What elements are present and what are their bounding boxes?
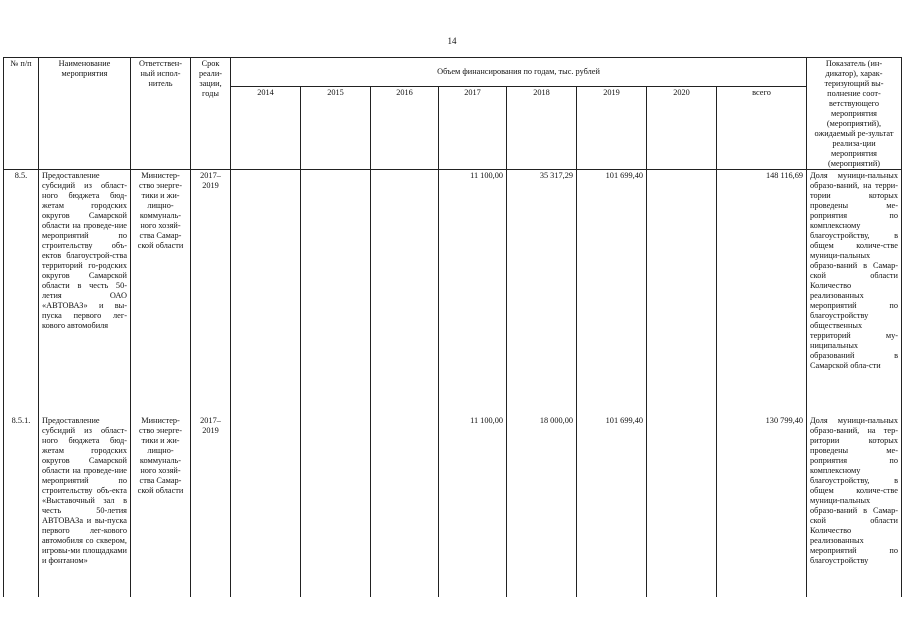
row-value-2016 bbox=[371, 170, 439, 416]
row-value-2019: 101 699,40 bbox=[577, 415, 647, 597]
header-executor: Ответствен-ный испол-нитель bbox=[131, 58, 191, 170]
row-value-2017: 11 100,00 bbox=[439, 170, 507, 416]
row-value-2015 bbox=[301, 415, 371, 597]
row-name: Предоставление субсидий из област-ного бюджета бюд-жетам городских округов Самарской области на проведе-ние мероприятий по строительству объ-екта «Выставочный зал в честь 50-летия АВТОВАЗа и вы-пуска первого лег-кового автомобиля со сквером, игровы-ми площадками и фонтаном» bbox=[39, 415, 131, 597]
row-value-2015 bbox=[301, 170, 371, 416]
row-value-total: 130 799,40 bbox=[717, 415, 807, 597]
table-row bbox=[4, 170, 902, 416]
row-value-2020 bbox=[647, 415, 717, 597]
year-2015: 2015 bbox=[301, 87, 371, 170]
header-indicator: Показатель (ин-дикатор), харак-теризующий вы-полнение соот-ветствующего мероприятия (мероприятий), ожидаемый ре-зультат реализа-ции мероприятия (мероприятий) bbox=[807, 58, 902, 170]
row-executor: Министер-ство энерге-тики и жи-лищно-коммуналь-ного хозяй-ства Самар-ской области bbox=[131, 170, 191, 416]
year-total: всего bbox=[717, 87, 807, 170]
financing-table bbox=[3, 57, 902, 597]
row-term: 2017–2019 bbox=[191, 415, 231, 597]
header-financing: Объем финансирования по годам, тыс. рублей bbox=[231, 58, 807, 87]
row-value-2014 bbox=[231, 415, 301, 597]
row-num: 8.5. bbox=[4, 170, 39, 416]
header-num: № п/п bbox=[4, 58, 39, 170]
header-term: Срок реали-зации, годы bbox=[191, 58, 231, 170]
year-2016: 2016 bbox=[371, 87, 439, 170]
row-value-2020 bbox=[647, 170, 717, 416]
row-indicator: Доля муници-пальных образо-ваний, на терри-тории которых проведены ме-роприятия по комплексному благоустройству, в общем количе-стве муници-пальных образо-ваний в Самар-ской области Количество реализованных мероприятий по благоустройству общественных территорий му-ниципальных образований в Самарской обла-сти bbox=[807, 170, 902, 416]
year-2020: 2020 bbox=[647, 87, 717, 170]
row-value-2014 bbox=[231, 170, 301, 416]
row-value-2016 bbox=[371, 415, 439, 597]
row-value-2018: 18 000,00 bbox=[507, 415, 577, 597]
year-2017: 2017 bbox=[439, 87, 507, 170]
header-row bbox=[4, 58, 902, 87]
table-row bbox=[4, 415, 902, 597]
year-2018: 2018 bbox=[507, 87, 577, 170]
row-executor: Министер-ство энерге-тики и жи-лищно-коммуналь-ного хозяй-ства Самар-ской области bbox=[131, 415, 191, 597]
header-name: Наименование мероприятия bbox=[39, 58, 131, 170]
row-value-total: 148 116,69 bbox=[717, 170, 807, 416]
row-value-2018: 35 317,29 bbox=[507, 170, 577, 416]
row-num: 8.5.1. bbox=[4, 415, 39, 597]
row-value-2017: 11 100,00 bbox=[439, 415, 507, 597]
page-number: 14 bbox=[447, 36, 457, 46]
row-term: 2017–2019 bbox=[191, 170, 231, 416]
year-2019: 2019 bbox=[577, 87, 647, 170]
year-2014: 2014 bbox=[231, 87, 301, 170]
row-value-2019: 101 699,40 bbox=[577, 170, 647, 416]
row-name: Предоставление субсидий из област-ного бюджета бюд-жетам городских округов Самарской области на проведе-ние мероприятий по строительству объ-ектов благоустрой-ства территорий го-родских округов Самарской области в честь 50-летия ОАО «АВТОВАЗ» и вы-пуска первого лег-кового автомобиля bbox=[39, 170, 131, 416]
row-indicator: Доля муници-пальных образо-ваний, на тер-ритории которых проведены ме-роприятия по комплексному благоустройству, в общем количе-стве муници-пальных образо-ваний в Самар-ской области Количество реализованных мероприятий по благоустройству bbox=[807, 415, 902, 597]
